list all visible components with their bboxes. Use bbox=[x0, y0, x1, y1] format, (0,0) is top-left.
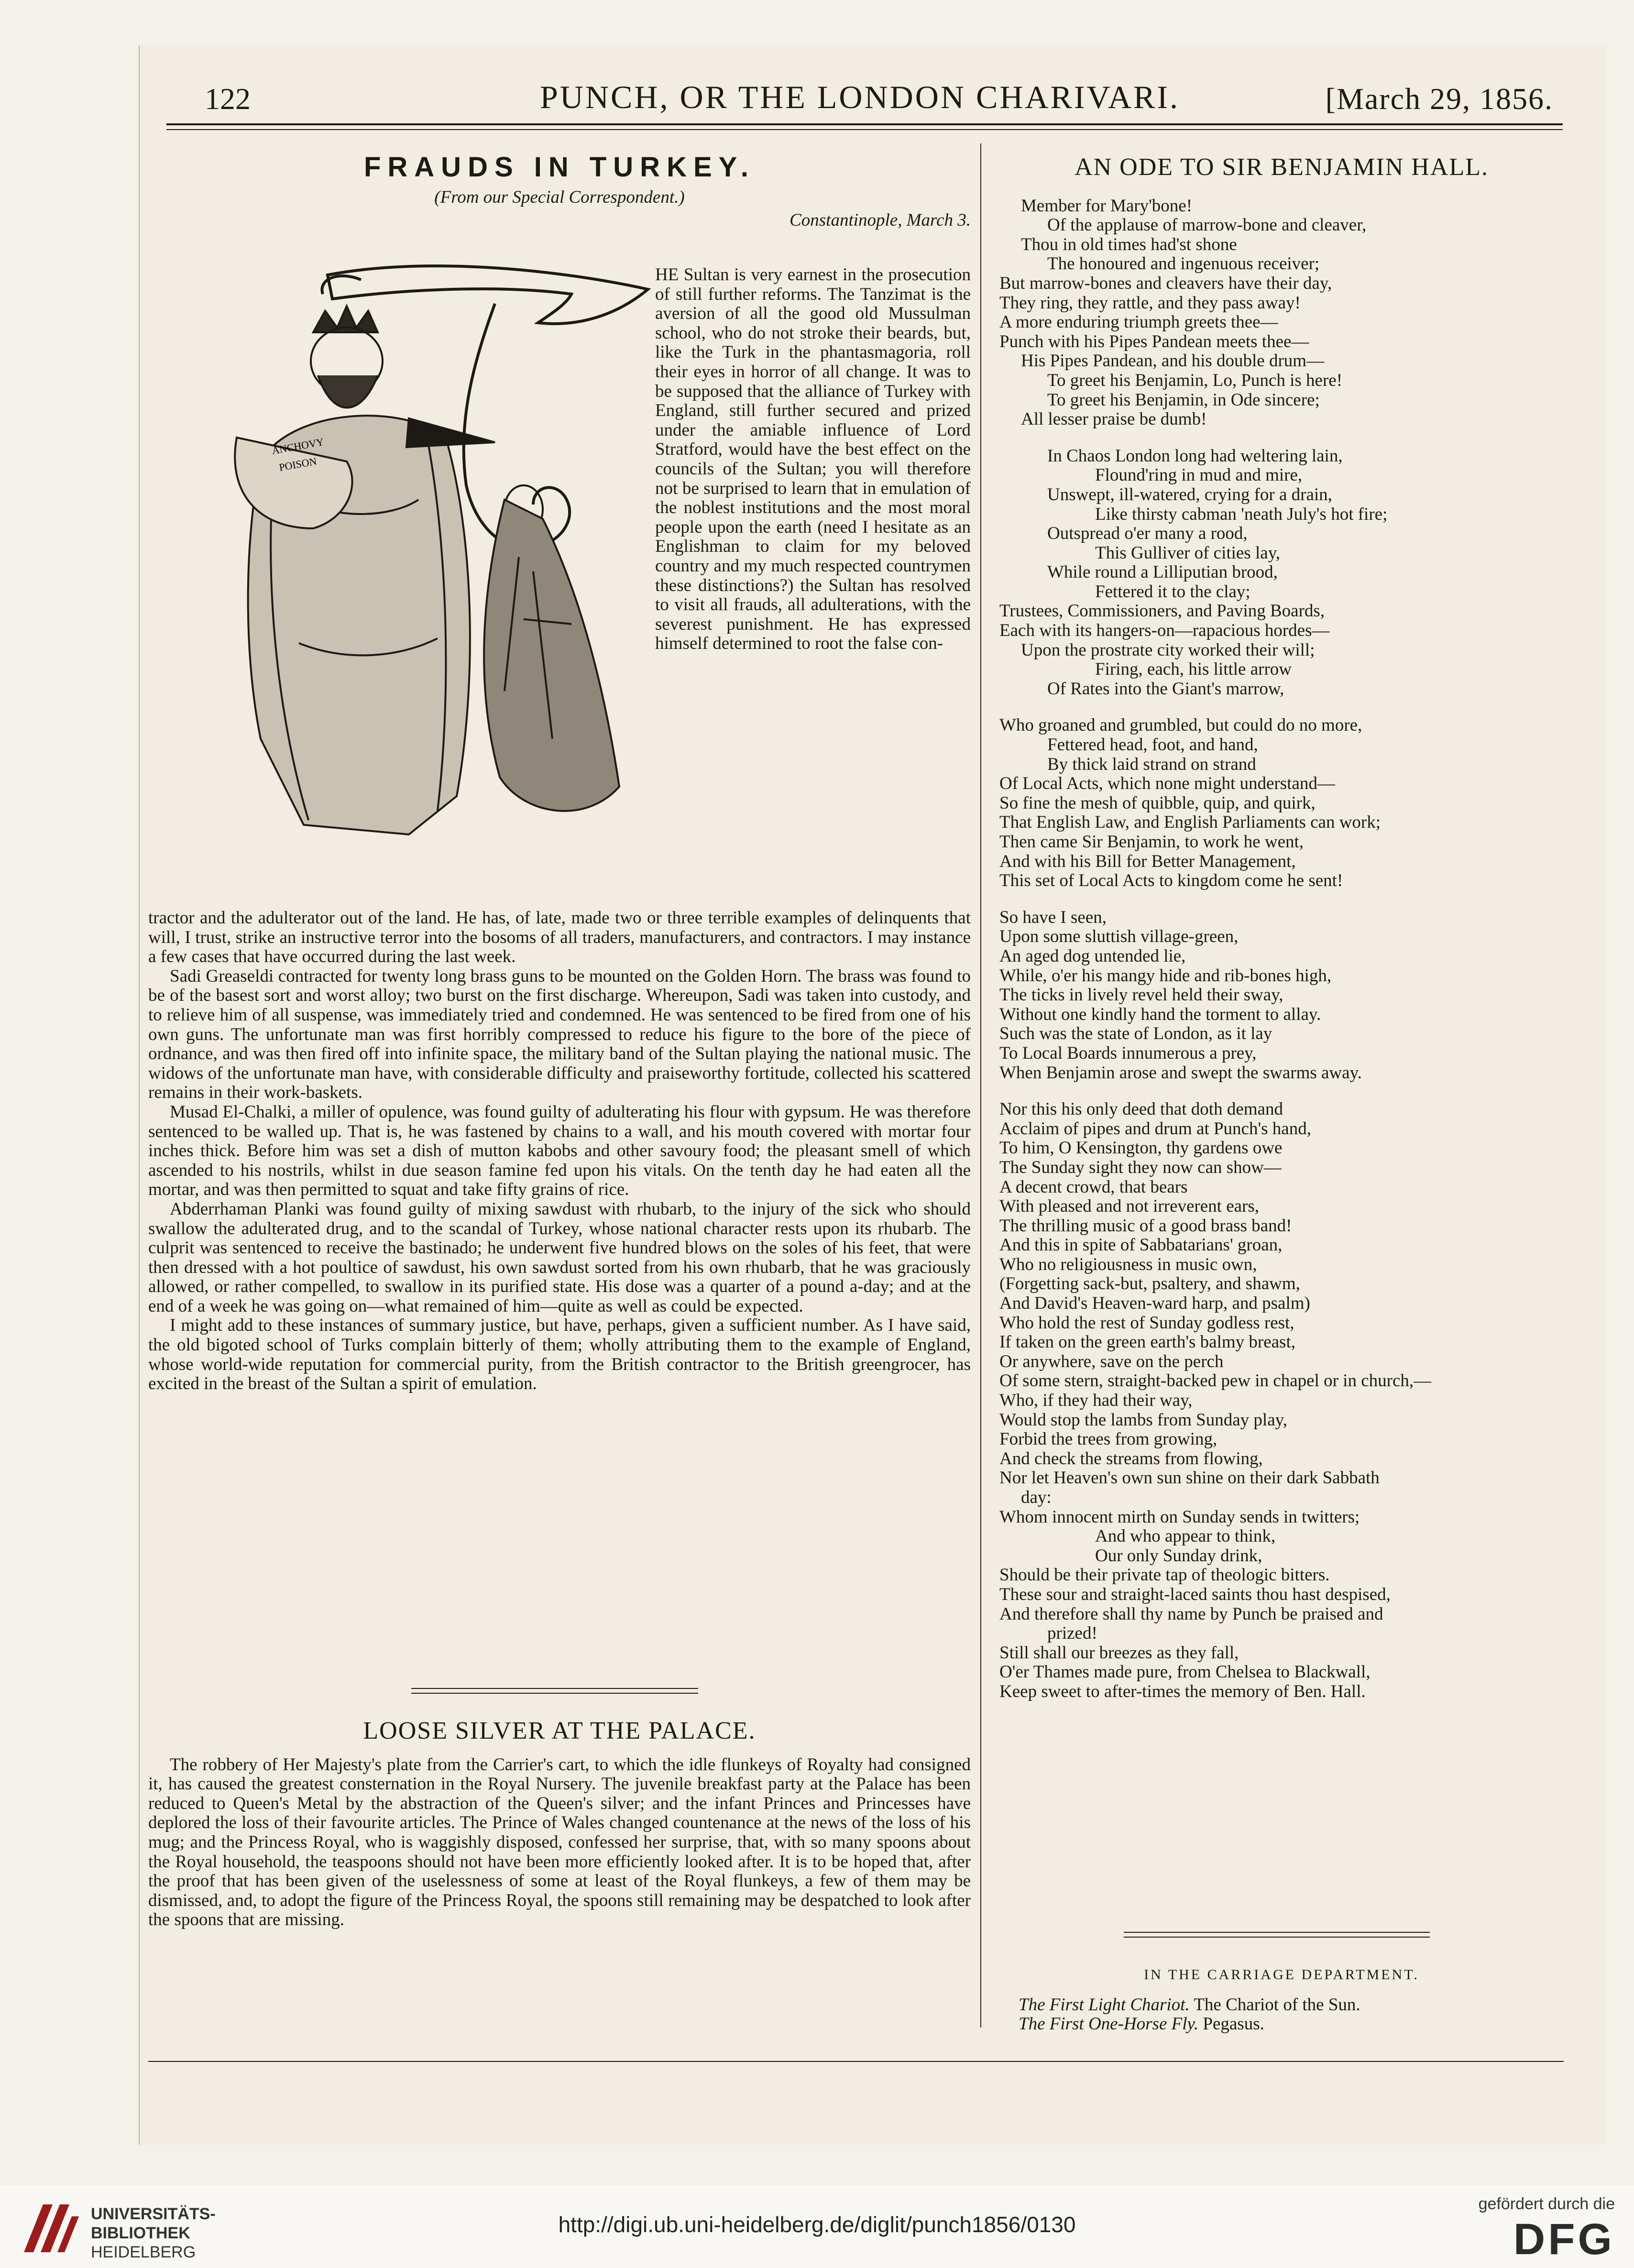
carriage-title: IN THE CARRIAGE DEPARTMENT. bbox=[1144, 1967, 1419, 1983]
ode-stanza bbox=[999, 716, 1564, 890]
ode-line: Of Local Acts, which none might understand— bbox=[999, 774, 1335, 794]
section-rule bbox=[1124, 1937, 1430, 1938]
ode-line: Of some stern, straight-backed pew in chapel or in church,— bbox=[999, 1371, 1432, 1391]
ode-line: This set of Local Acts to kingdom come he sent! bbox=[999, 871, 1343, 891]
ode-line: And with his Bill for Better Management, bbox=[999, 851, 1296, 871]
ode-line: Outspread o'er many a rood, bbox=[1047, 524, 1248, 544]
ode-line: The Sunday sight they now can show— bbox=[999, 1157, 1282, 1177]
carriage-line bbox=[999, 2015, 1564, 2034]
ode-stanza bbox=[999, 447, 1564, 699]
ode-line: O'er Thames made pure, from Chelsea to Blackwall, bbox=[999, 1662, 1371, 1682]
section-rule bbox=[411, 1688, 698, 1689]
ode-line: Nor this his only deed that doth demand bbox=[999, 1099, 1283, 1119]
ode-line: Who no religiousness in music own, bbox=[999, 1254, 1257, 1274]
ode-line: To Local Boards innumerous a prey, bbox=[999, 1043, 1257, 1063]
ode-line: Keep sweet to after-times the memory of Ben. Hall. bbox=[999, 1681, 1366, 1701]
library-name-line: UNIVERSITÄTS- bbox=[91, 2205, 216, 2223]
ode-line: While round a Lilliputian brood, bbox=[1047, 562, 1278, 582]
ode-line: The honoured and ingenuous receiver; bbox=[1047, 254, 1320, 274]
frauds-paragraph: Abderrhaman Planki was found guilty of mixing sawdust with rhubarb, to the injury of the sick who should swallow the adulterated drug, and to the scandal of Turkey, whose national character rests upon its rhubarb. The culprit was sentenced to receive the bastinado; he underwent five hundred blows on the soles of his feet, that were then dressed with a hot poultice of sawdust, his own sawdust sorted from his own rhubarb, that he was graciously allowed, or rather compelled, to swallow in its purified state. His dose was a quarter of a pound a-day; and at the end of a week he was going on—what remained of him—quite as well as could be expected. bbox=[148, 1199, 971, 1316]
funding-caption: gefördert durch die bbox=[1478, 2195, 1615, 2213]
ode-line: So have I seen, bbox=[999, 907, 1107, 927]
ode-line: These sour and straight-laced saints thou hast despised, bbox=[999, 1584, 1391, 1604]
ode-line: Such was the state of London, as it lay bbox=[999, 1024, 1272, 1044]
loose-silver-paragraph: The robbery of Her Majesty's plate from the Carrier's cart, to which the idle flunkeys of Royalty had consigned it, has caused the greatest consternation in the Royal Nursery. The juvenile breakfast party at the Palace has been reduced to Queen's Metal by the abstraction of the Queen's silver; and the infant Princes and Princesses have deplored the loss of their favourite articles. The Prince of Wales changed countenance at the news of the loss of his mug; and the Princess Royal, who is waggishly disposed, confessed her surprise, that, with so many spoons about the Royal household, the teaspoons should not have been more efficiently looked after. It is to be hoped that, after the proof that has been given of the uselessness of some at least of the Royal flunkeys, a few of them may be dismissed, and, to adopt the figure of the Princess Royal, the spoons still remaining may be despatched to look after the spoons that are missing. bbox=[148, 1754, 971, 1930]
ode-line: The ticks in lively revel held their sway, bbox=[999, 985, 1283, 1005]
ode-line: Who hold the rest of Sunday godless rest, bbox=[999, 1313, 1294, 1333]
loose-silver-title: LOOSE SILVER AT THE PALACE. bbox=[363, 1717, 756, 1744]
frauds-title: FRAUDS IN TURKEY. bbox=[363, 152, 756, 183]
ode-line: So fine the mesh of quibble, quip, and quirk, bbox=[999, 793, 1316, 813]
funding-branding bbox=[1479, 2195, 1615, 2265]
ode-line: A more enduring triumph greets thee— bbox=[999, 312, 1278, 332]
ode-stanzas bbox=[999, 197, 1564, 1702]
issue-date: [March 29, 1856. bbox=[1325, 82, 1553, 116]
frauds-intro bbox=[655, 265, 971, 654]
carriage-answer: The Chariot of the Sun. bbox=[1194, 1994, 1360, 2015]
page-number: 122 bbox=[205, 82, 251, 116]
ode-line: Trustees, Commissioners, and Paving Boards, bbox=[999, 601, 1325, 621]
ode-line: Member for Mary'bone! bbox=[1021, 196, 1193, 216]
ode-line: Fettered it to the clay; bbox=[1095, 581, 1250, 602]
ode-line: But marrow-bones and cleavers have their day, bbox=[999, 273, 1332, 293]
ode-line: His Pipes Pandean, and his double drum— bbox=[1021, 351, 1325, 371]
bottom-rule bbox=[148, 2061, 1564, 2062]
carriage-line bbox=[999, 1995, 1564, 2015]
frauds-paragraph: tractor and the adulterator out of the land. He has, of late, made two or three terrible examples of delinquents that will, I trust, strike an instructive terror into the bosoms of all traders, manufacturers, and contractors. I may instance a few cases that have occurred during the last week. bbox=[148, 908, 971, 967]
carriage-question: The First One-Horse Fly. bbox=[1019, 2014, 1199, 2034]
masthead-title: PUNCH, OR THE LONDON CHARIVARI. bbox=[539, 79, 1180, 115]
ode-stanza bbox=[999, 197, 1564, 429]
ode-line: And who appear to think, bbox=[1095, 1526, 1276, 1546]
ode-line: All lesser praise be dumb! bbox=[1021, 409, 1207, 429]
ode-line: With pleased and not irreverent ears, bbox=[999, 1196, 1260, 1216]
ode-line: While, o'er his mangy hide and rib-bones high, bbox=[999, 965, 1332, 986]
ode-line: Our only Sunday drink, bbox=[1095, 1545, 1262, 1566]
ode-line: That English Law, and English Parliaments can work; bbox=[999, 812, 1381, 833]
ode-line: Punch with his Pipes Pandean meets thee— bbox=[999, 331, 1309, 351]
section-rule bbox=[1124, 1932, 1430, 1933]
ode-line: Upon the prostrate city worked their will; bbox=[1021, 640, 1315, 660]
frauds-subtitle: (From our Special Correspondent.) bbox=[434, 187, 685, 207]
sultan-illustration bbox=[189, 261, 653, 863]
ode-line: Unswept, ill-watered, crying for a drain, bbox=[1047, 484, 1332, 504]
ode-line: When Benjamin arose and swept the swarms away. bbox=[999, 1063, 1362, 1083]
frauds-paragraph: I might add to these instances of summary justice, but have, perhaps, given a sufficient number. As I have said, the old bigoted school of Turks complain bitterly of them; wholly attributing them to the example of England, whose world-wide reputation for commercial purity, from the British contractor to the British greengrocer, has excited in the breast of the Sultan a spirit of emulation. bbox=[148, 1315, 971, 1394]
loose-silver-article bbox=[148, 1717, 971, 1930]
female-figure bbox=[484, 485, 619, 811]
ode-line: Nor let Heaven's own sun shine on their dark Sabbath bbox=[999, 1468, 1380, 1488]
source-url[interactable]: http://digi.ub.uni-heidelberg.de/diglit/punch1856/0130 bbox=[558, 2212, 1076, 2237]
header-rule bbox=[166, 123, 1563, 125]
ode-line: And check the streams from flowing, bbox=[999, 1448, 1263, 1468]
ode-line: And this in spite of Sabbatarians' groan, bbox=[999, 1235, 1283, 1255]
library-name-line: HEIDELBERG bbox=[91, 2243, 196, 2261]
ode-stanza bbox=[999, 908, 1564, 1083]
ode-line: Whom innocent mirth on Sunday sends in twitters; bbox=[999, 1507, 1360, 1527]
library-name-line: BIBLIOTHEK bbox=[91, 2224, 190, 2242]
ode-line: By thick laid strand on strand bbox=[1047, 754, 1256, 774]
ode-line: To him, O Kensington, thy gardens owe bbox=[999, 1138, 1283, 1158]
dfg-logo: DFG bbox=[1513, 2215, 1615, 2264]
ode-line: Of the applause of marrow-bone and cleaver, bbox=[1047, 215, 1367, 235]
ode-line: A decent crowd, that bears bbox=[999, 1177, 1188, 1197]
ode-line: In Chaos London long had weltering lain, bbox=[1047, 446, 1343, 466]
ode-line: Acclaim of pipes and drum at Punch's hand, bbox=[999, 1118, 1311, 1139]
ode-line: Of Rates into the Giant's marrow, bbox=[1047, 679, 1284, 699]
sultan-figure bbox=[235, 306, 495, 834]
ode-line: Or anywhere, save on the perch bbox=[999, 1351, 1224, 1371]
header-rule-thin bbox=[166, 129, 1563, 130]
ode-line: If taken on the green earth's balmy breast, bbox=[999, 1332, 1295, 1352]
ode-line: Firing, each, his little arrow bbox=[1095, 659, 1292, 679]
ode-line: And David's Heaven-ward harp, and psalm) bbox=[999, 1293, 1310, 1314]
ode-line: (Forgetting sack-but, psaltery, and shawm, bbox=[999, 1274, 1300, 1294]
ode-line: Who groaned and grumbled, but could do no more, bbox=[999, 715, 1362, 735]
ode-article bbox=[999, 153, 1564, 1719]
column-divider bbox=[980, 143, 981, 2027]
carriage-answer: Pegasus. bbox=[1203, 2014, 1264, 2034]
ode-line: Each with its hangers-on—rapacious hordes— bbox=[999, 621, 1330, 641]
ode-line: Then came Sir Benjamin, to work he went, bbox=[999, 832, 1304, 852]
ode-line: And therefore shall thy name by Punch be praised and bbox=[999, 1604, 1383, 1624]
ode-line: Who, if they had their way, bbox=[999, 1391, 1193, 1411]
section-rule bbox=[411, 1693, 698, 1694]
frauds-paragraph: Musad El-Chalki, a miller of opulence, was found guilty of adulterating his flour with gypsum. He was therefore sentenced to be walled up. That is, he was fastened by chains to a wall, and his mouth covered with mortar four inches thick. Before him was set a dish of mutton kabobs and other savoury food; the pleasant smell of which ascended to his nostrils, whilst in due season famine fed upon his vitals. On the tenth day he had eaten all the mortar, and was then permitted to squat and take fifty grains of rice. bbox=[148, 1102, 971, 1200]
ode-line: Should be their private tap of theologic bitters. bbox=[999, 1565, 1330, 1585]
ode-line: Upon some sluttish village-green, bbox=[999, 927, 1239, 947]
illustration-label: ANCHOVY bbox=[271, 436, 325, 457]
ode-line: Thou in old times had'st shone bbox=[1021, 234, 1237, 254]
ode-line: Like thirsty cabman 'neath July's hot fire; bbox=[1095, 504, 1388, 524]
ode-line: To greet his Benjamin, in Ode sincere; bbox=[1047, 390, 1320, 410]
frauds-paragraph: Sadi Greaseldi contracted for twenty long brass guns to be mounted on the Golden Horn. The brass was found to be of the basest sort and worst alloy; two burst on the first discharge. Whereupon, Sadi was taken into custody, and to relieve him of all suspense, was immediately tried and condemned. He was sentenced to be fired from one of his own guns. The unfortunate man was first horribly compressed to reduce his figure to the bore of the piece of ordnance, and was then fired off into infinite space, the military band of the Sultan playing the national music. The widows of the unfortunate man have, with considerable difficulty and praiseworthy fortitude, collected his scattered remains in their work-baskets. bbox=[148, 966, 971, 1103]
ode-stanza bbox=[999, 1100, 1564, 1701]
ode-line: Fettered head, foot, and hand, bbox=[1047, 735, 1258, 755]
illustration-label: POISON bbox=[278, 455, 318, 473]
ode-line: Would stop the lambs from Sunday play, bbox=[999, 1410, 1287, 1430]
ode-line: Flound'ring in mud and mire, bbox=[1095, 465, 1303, 485]
carriage-question: The First Light Chariot. bbox=[1019, 1994, 1190, 2015]
ode-line: They ring, they rattle, and they pass away! bbox=[999, 293, 1301, 313]
ode-line: This Gulliver of cities lay, bbox=[1095, 543, 1281, 563]
ode-line: Still shall our breezes as they fall, bbox=[999, 1643, 1239, 1663]
frauds-intro-paragraph: HE Sultan is very earnest in the prosecution of still further reforms. The Tanzimat is the aversion of all the good old Mussulman school, who do not stroke their beards, but, like the Turk in the phantasmagoria, roll their eyes in horror of all change. It was to be supposed that the alliance of Turkey with England, still further secured and prized under the amiable influence of Lord Stratford, would have the best effect on the councils of the Sultan; you will therefore not be surprised to learn that in emulation of the noblest institutions and the most moral people upon the earth (need I hesitate as an Englishman to claim for my beloved country and my much respected countrymen these distinctions?) the Sultan has resolved to visit all frauds, all adulterations, with the severest punishment. He has expressed himself determined to root the false con- bbox=[655, 265, 971, 654]
frauds-dateline: Constantinople, March 3. bbox=[790, 210, 971, 230]
ode-line: Forbid the trees from growing, bbox=[999, 1429, 1217, 1449]
ode-line: The thrilling music of a good brass band! bbox=[999, 1216, 1292, 1236]
digitization-footer bbox=[0, 2185, 1634, 2268]
ode-line: day: bbox=[1021, 1488, 1052, 1507]
frauds-body bbox=[148, 909, 971, 1394]
ode-line: Without one kindly hand the torment to allay. bbox=[999, 1004, 1321, 1024]
ode-line: An aged dog untended lie, bbox=[999, 946, 1186, 966]
ode-line: To greet his Benjamin, Lo, Punch is here! bbox=[1047, 370, 1343, 390]
ode-line: prized! bbox=[1047, 1623, 1097, 1643]
carriage-article bbox=[999, 1965, 1564, 2034]
ode-title: AN ODE TO SIR BENJAMIN HALL. bbox=[1075, 153, 1489, 181]
page-header bbox=[166, 72, 1553, 115]
frauds-article bbox=[148, 152, 971, 230]
